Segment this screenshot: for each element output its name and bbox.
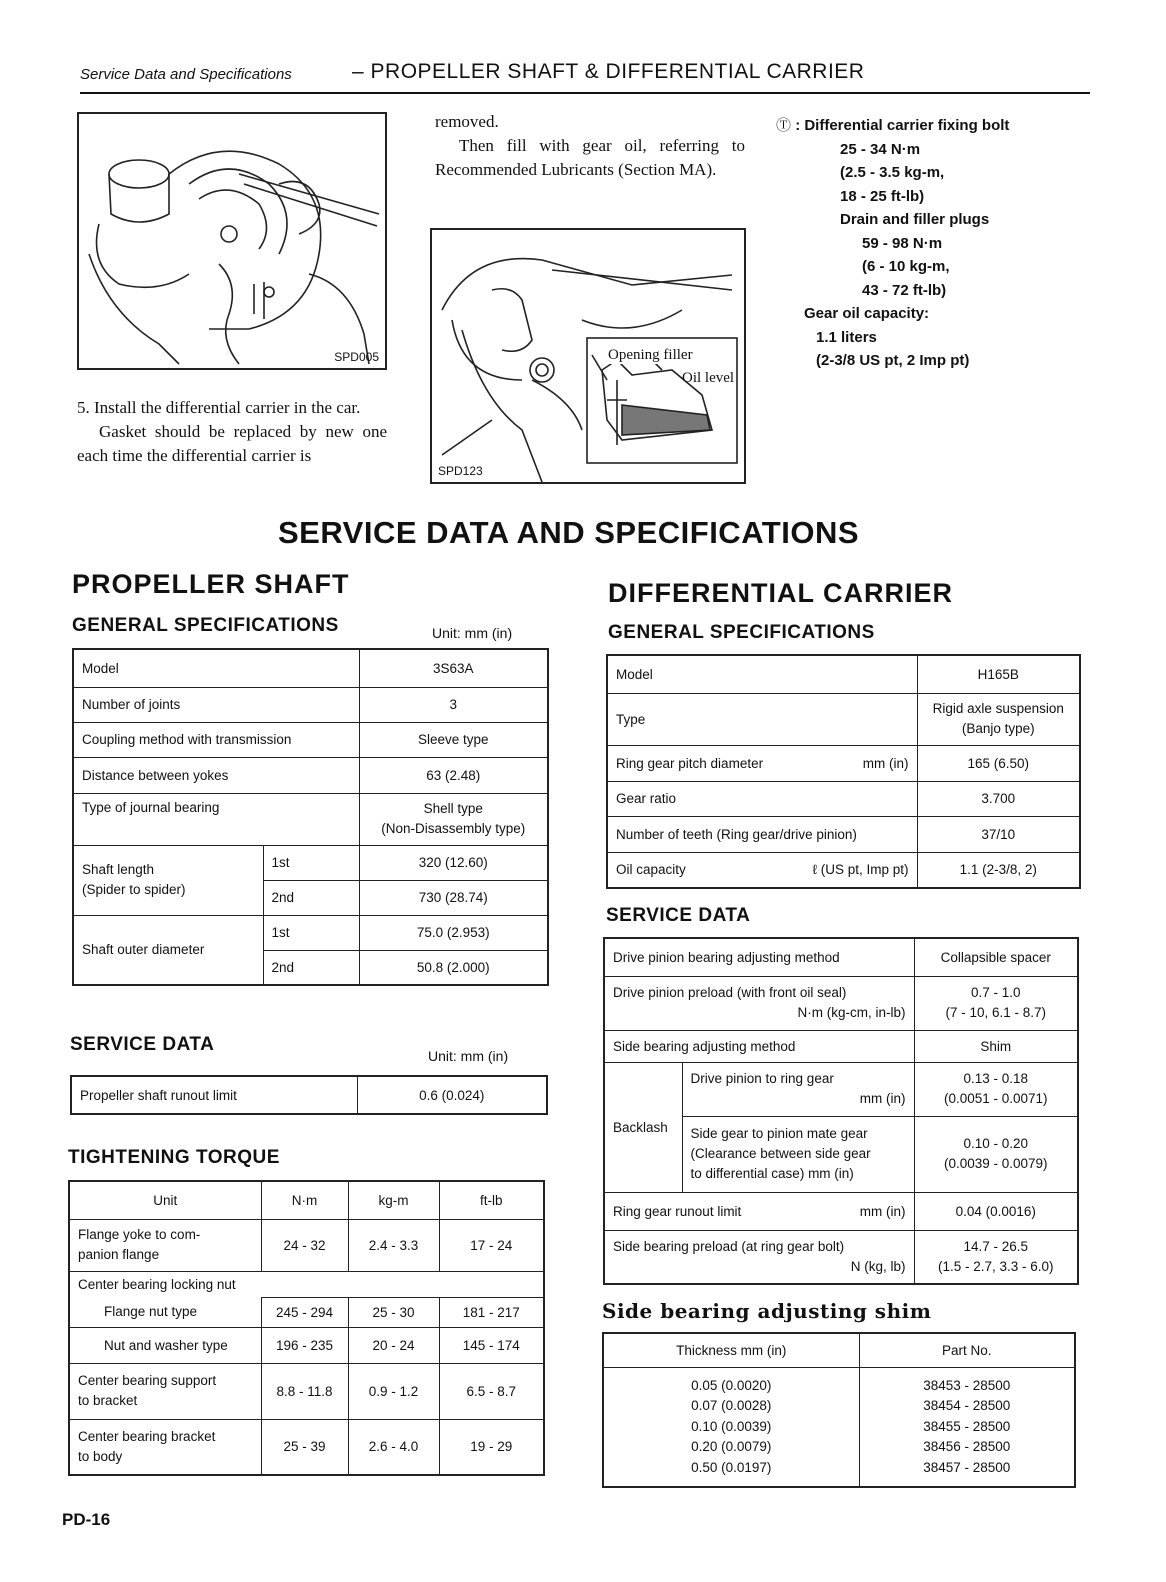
table-row <box>607 852 1080 888</box>
bl2-value-1: 0.10 - 0.20 <box>963 1136 1029 1151</box>
differential-service-table <box>603 937 1079 1285</box>
tightening-torque-title: TIGHTENING TORQUE <box>68 1147 280 1168</box>
oil-level-label: Oil level <box>682 370 735 386</box>
diff-type-value-2: (Banjo type) <box>961 721 1035 736</box>
tightening-torque-table <box>68 1180 545 1476</box>
bl2-value <box>914 1116 1078 1192</box>
fill-gear-oil-text: Then fill with gear oil, referring to Recommended Lubricants (Section MA). <box>435 136 745 179</box>
adj-label: Drive pinion bearing adjusting method <box>604 938 914 976</box>
bl2-label-3: to differential case) mm (in) <box>690 1166 854 1181</box>
figure-code: SPD123 <box>438 464 483 478</box>
outer-diameter-label: Shaft outer diameter <box>73 915 263 985</box>
table-row <box>73 915 548 950</box>
diff-model-value: H165B <box>917 655 1080 693</box>
bl2-label-2: (Clearance between side gear <box>690 1146 871 1161</box>
header-section: Service Data and Specifications <box>80 66 292 83</box>
propeller-service-unit: Unit: mm (in) <box>428 1048 509 1064</box>
torque-symbol-icon: Ⓣ <box>776 117 792 134</box>
teeth-value: 37/10 <box>917 816 1080 852</box>
ring-runout-unit: mm (in) <box>859 1203 906 1219</box>
plugs-nm: 59 - 98 N·m <box>862 234 943 252</box>
table-row <box>603 1367 1075 1487</box>
shim-title: Side bearing adjusting shim <box>602 1299 932 1323</box>
table-row <box>607 781 1080 816</box>
differential-general-table <box>606 654 1081 889</box>
bracket-ftlb: 19 - 29 <box>439 1419 544 1475</box>
outer-1st-label: 1st <box>263 915 359 950</box>
propeller-service-table <box>70 1075 548 1115</box>
table-row <box>604 1062 1078 1116</box>
shim-head-thickness: Thickness mm (in) <box>603 1333 859 1367</box>
support-label-1: Center bearing support <box>78 1373 217 1388</box>
shim-part-number: 38454 - 28500 <box>923 1398 1011 1413</box>
outer-1st-value: 75.0 (2.953) <box>359 915 548 950</box>
table-row <box>607 693 1080 745</box>
oil-value: 1.1 (2-3/8, 2) <box>917 852 1080 888</box>
washer-label: Nut and washer type <box>69 1327 261 1363</box>
table-row <box>604 938 1078 976</box>
bracket-nm: 25 - 39 <box>261 1419 348 1475</box>
bl1-value-2: (0.0051 - 0.0071) <box>943 1091 1048 1106</box>
differential-general-title: GENERAL SPECIFICATIONS <box>608 622 875 643</box>
plugs-label: Drain and filler plugs <box>840 211 990 228</box>
flange-yoke-label-1: Flange yoke to com- <box>78 1227 201 1242</box>
bl2-value-2: (0.0039 - 0.0079) <box>943 1156 1048 1171</box>
flange-yoke-kgm: 2.4 - 3.3 <box>348 1219 439 1271</box>
length-1st-label: 1st <box>263 845 359 880</box>
header-title-text: PROPELLER SHAFT & DIFFERENTIAL CARRIER <box>370 60 865 83</box>
oil-label: Oil capacity <box>616 862 686 878</box>
figure-spd123 <box>430 228 746 484</box>
shim-head-part: Part No. <box>859 1333 1075 1367</box>
propeller-general-title: GENERAL SPECIFICATIONS <box>72 615 339 636</box>
joints-value: 3 <box>359 687 548 722</box>
table-row <box>69 1219 544 1271</box>
fill-instructions <box>435 110 745 182</box>
ring-runout-value: 0.04 (0.0016) <box>914 1192 1078 1230</box>
capacity-label: Gear oil capacity: <box>804 305 930 322</box>
table-row <box>69 1181 544 1219</box>
bracket-label-1: Center bearing bracket <box>78 1428 216 1444</box>
bracket-kgm: 2.6 - 4.0 <box>348 1419 439 1475</box>
shaft-length-label <box>73 845 263 915</box>
bl1-unit: mm (in) <box>859 1091 906 1106</box>
fixing-bolt-row <box>776 114 1106 138</box>
journal-value-1: Shell type <box>423 801 483 816</box>
torque-head-ftlb: ft-lb <box>439 1181 544 1219</box>
shim-part-number: 38456 - 28500 <box>923 1439 1011 1454</box>
table-row <box>604 1230 1078 1284</box>
bl1-label: Drive pinion to ring gear <box>690 1071 834 1086</box>
flange-yoke-label <box>69 1219 261 1271</box>
journal-value-2: (Non-Disassembly type) <box>381 821 526 836</box>
distance-label: Distance between yokes <box>73 757 359 793</box>
bl1-label-cell <box>682 1062 914 1116</box>
diff-type-value-1: Rigid axle suspension <box>932 701 1064 716</box>
page-number: PD-16 <box>62 1510 111 1529</box>
bl2-label-cell <box>682 1116 914 1192</box>
length-2nd-label: 2nd <box>263 880 359 915</box>
capacity-liters: 1.1 liters <box>816 328 877 346</box>
opening-filler-label: Opening filler <box>608 347 693 363</box>
support-ftlb: 6.5 - 8.7 <box>439 1363 544 1419</box>
side-adj-value: Shim <box>914 1030 1078 1062</box>
main-title: SERVICE DATA AND SPECIFICATIONS <box>278 515 860 550</box>
removed-text: removed. <box>435 112 499 131</box>
side-adj-label: Side bearing adjusting method <box>604 1030 914 1062</box>
table-row <box>607 816 1080 852</box>
support-label <box>69 1363 261 1419</box>
runout-value: 0.6 (0.024) <box>357 1076 547 1114</box>
fixing-bolt-label: : Differential carrier fixing bolt <box>795 117 1010 134</box>
differential-carrier-title: DIFFERENTIAL CARRIER <box>608 578 954 608</box>
model-label: Model <box>73 649 359 687</box>
differential-illustration <box>79 114 385 368</box>
coupling-value: Sleeve type <box>359 722 548 757</box>
journal-value <box>359 793 548 845</box>
outer-2nd-label: 2nd <box>263 950 359 985</box>
table-row <box>604 1192 1078 1230</box>
table-row <box>73 687 548 722</box>
table-row <box>604 976 1078 1030</box>
preload-label-cell <box>604 976 914 1030</box>
table-row <box>69 1271 544 1297</box>
torque-head-nm: N·m <box>261 1181 348 1219</box>
flange-nut-nm: 245 - 294 <box>261 1297 348 1327</box>
gasket-note: Gasket should be replaced by new one each time the differential carrier is <box>77 422 387 465</box>
diff-model-label: Model <box>607 655 917 693</box>
joints-label: Number of joints <box>73 687 359 722</box>
bracket-label-2: to body <box>78 1448 123 1464</box>
oil-unit: ℓ (US pt, Imp pt) <box>812 862 909 878</box>
header-dash: – <box>352 60 365 83</box>
shim-thickness: 0.07 (0.0028) <box>691 1398 772 1413</box>
table-row <box>69 1327 544 1363</box>
table-row <box>69 1363 544 1419</box>
ring-runout-cell <box>604 1192 914 1230</box>
propeller-general-unit: Unit: mm (in) <box>432 625 513 641</box>
table-row <box>73 845 548 880</box>
table-row <box>73 722 548 757</box>
teeth-label: Number of teeth (Ring gear/drive pinion) <box>607 816 917 852</box>
distance-value: 63 (2.48) <box>359 757 548 793</box>
figure-code: SPD005 <box>334 350 379 364</box>
washer-ftlb: 145 - 174 <box>439 1327 544 1363</box>
support-label-2: to bracket <box>78 1393 138 1408</box>
shim-thickness: 0.10 (0.0039) <box>691 1418 772 1434</box>
torque-specs <box>776 114 1106 373</box>
fixing-bolt-ftlb: 18 - 25 ft-lb) <box>840 187 925 205</box>
support-nm: 8.8 - 11.8 <box>261 1363 348 1419</box>
journal-label: Type of journal bearing <box>73 793 359 845</box>
shim-table <box>602 1332 1076 1488</box>
table-row <box>69 1297 544 1327</box>
torque-head-kgm: kg-m <box>348 1181 439 1219</box>
sbp-label-cell <box>604 1230 914 1284</box>
shim-part-number: 38455 - 28500 <box>923 1418 1011 1434</box>
preload-label: Drive pinion preload (with front oil seal) <box>613 985 847 1000</box>
pitch-unit: mm (in) <box>862 755 909 771</box>
sbp-value <box>914 1230 1078 1284</box>
sbp-unit: N (kg, lb) <box>850 1258 906 1274</box>
flange-yoke-label-2: panion flange <box>78 1247 160 1262</box>
shaft-length-label-1: Shaft length <box>82 862 155 877</box>
bl1-value <box>914 1062 1078 1116</box>
locking-nut-label: Center bearing locking nut <box>69 1271 544 1297</box>
plugs-ftlb: 43 - 72 ft-lb) <box>862 281 947 299</box>
ratio-label: Gear ratio <box>607 781 917 816</box>
oil-label-cell <box>607 852 917 888</box>
adj-value: Collapsible spacer <box>914 938 1078 976</box>
table-row <box>607 655 1080 693</box>
header-title <box>352 60 864 84</box>
flange-nut-ftlb: 181 - 217 <box>439 1297 544 1327</box>
table-row <box>604 1030 1078 1062</box>
flange-nut-label: Flange nut type <box>69 1297 261 1327</box>
propeller-shaft-title: PROPELLER SHAFT <box>72 569 350 599</box>
page-header <box>80 60 1090 94</box>
fixing-bolt-nm: 25 - 34 N·m <box>840 140 921 158</box>
plugs-kgm: (6 - 10 kg-m, <box>862 258 950 275</box>
shim-thickness: 0.20 (0.0079) <box>691 1439 772 1454</box>
table-row <box>603 1333 1075 1367</box>
coupling-label: Coupling method with transmission <box>73 722 359 757</box>
washer-kgm: 20 - 24 <box>348 1327 439 1363</box>
bl2-label-1: Side gear to pinion mate gear <box>690 1126 868 1141</box>
length-2nd-value: 730 (28.74) <box>359 880 548 915</box>
sbp-value-2: (1.5 - 2.7, 3.3 - 6.0) <box>937 1258 1054 1274</box>
filler-plug-illustration <box>432 230 744 482</box>
ratio-value: 3.700 <box>917 781 1080 816</box>
preload-value <box>914 976 1078 1030</box>
pitch-label: Ring gear pitch diameter <box>616 755 764 771</box>
bl1-value-1: 0.13 - 0.18 <box>963 1071 1029 1086</box>
shim-part-list <box>859 1367 1075 1487</box>
washer-nm: 196 - 235 <box>261 1327 348 1363</box>
figure-spd005 <box>77 112 387 370</box>
backlash-label: Backlash <box>604 1062 682 1192</box>
differential-service-title: SERVICE DATA <box>606 905 751 926</box>
length-1st-value: 320 (12.60) <box>359 845 548 880</box>
flange-yoke-ftlb: 17 - 24 <box>439 1219 544 1271</box>
sbp-label: Side bearing preload (at ring gear bolt) <box>613 1238 845 1254</box>
support-kgm: 0.9 - 1.2 <box>348 1363 439 1419</box>
table-row <box>73 649 548 687</box>
table-row <box>607 745 1080 781</box>
runout-label: Propeller shaft runout limit <box>71 1076 357 1114</box>
pitch-label-cell <box>607 745 917 781</box>
table-row <box>71 1076 547 1114</box>
shim-part-number: 38457 - 28500 <box>923 1459 1011 1475</box>
flange-nut-kgm: 25 - 30 <box>348 1297 439 1327</box>
sbp-value-1: 14.7 - 26.5 <box>963 1238 1029 1254</box>
outer-2nd-value: 50.8 (2.000) <box>359 950 548 985</box>
step-5-text <box>77 396 387 468</box>
preload-value-2: (7 - 10, 6.1 - 8.7) <box>945 1005 1047 1020</box>
table-row <box>73 793 548 845</box>
pitch-value: 165 (6.50) <box>917 745 1080 781</box>
shim-thickness: 0.50 (0.0197) <box>691 1459 772 1475</box>
preload-unit: N·m (kg-cm, in-lb) <box>797 1005 906 1020</box>
propeller-service-title: SERVICE DATA <box>70 1034 215 1055</box>
bracket-label <box>69 1419 261 1475</box>
torque-head-unit: Unit <box>69 1181 261 1219</box>
flange-yoke-nm: 24 - 32 <box>261 1219 348 1271</box>
fixing-bolt-kgm: (2.5 - 3.5 kg-m, <box>840 164 945 181</box>
diff-type-value <box>917 693 1080 745</box>
ring-runout-label: Ring gear runout limit <box>613 1203 742 1219</box>
shaft-length-label-2: (Spider to spider) <box>82 882 186 897</box>
preload-value-1: 0.7 - 1.0 <box>970 985 1021 1000</box>
shim-thickness-list <box>603 1367 859 1487</box>
diff-type-label: Type <box>607 693 917 745</box>
shim-thickness: 0.05 (0.0020) <box>691 1377 772 1393</box>
propeller-general-table <box>72 648 549 986</box>
shim-part-number: 38453 - 28500 <box>923 1377 1011 1393</box>
step-5-instruction: 5. Install the differential carrier in the car. <box>77 398 361 417</box>
table-row <box>73 757 548 793</box>
table-row <box>69 1419 544 1475</box>
capacity-pt: (2-3/8 US pt, 2 Imp pt) <box>816 352 970 369</box>
model-value: 3S63A <box>359 649 548 687</box>
